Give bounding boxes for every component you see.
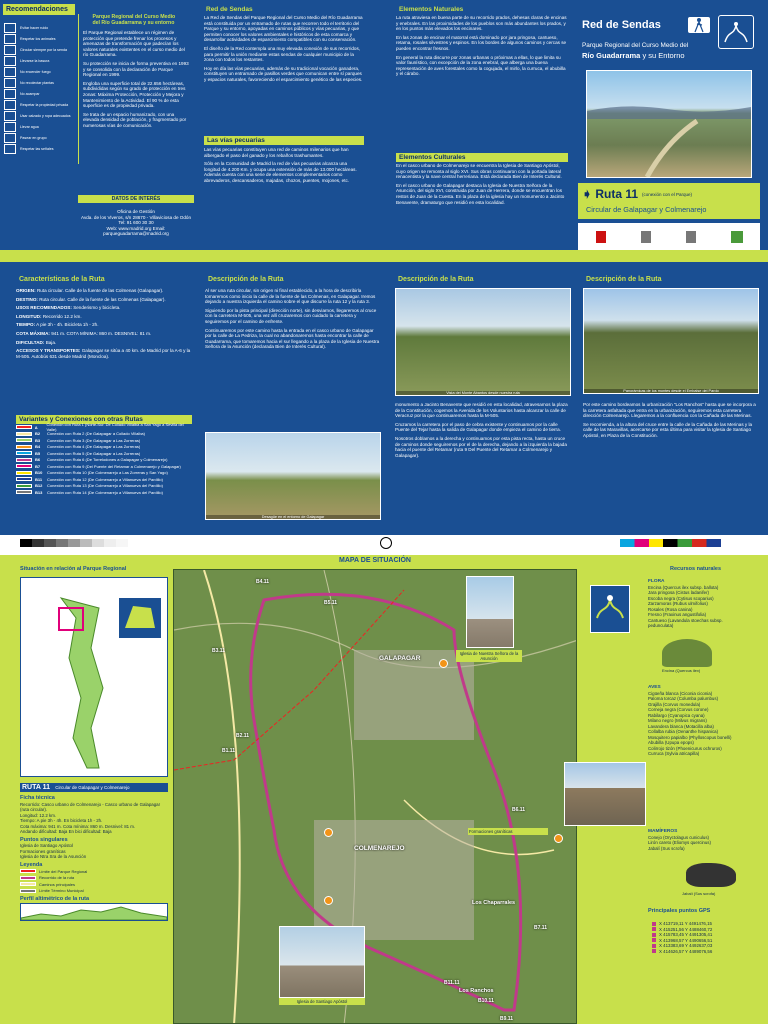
datos-lines: [78, 209, 194, 237]
recommendation-item: [4, 22, 74, 33]
variant-chip: [16, 464, 32, 468]
flora-block: [648, 579, 748, 629]
gps-value: X 414626,57 Y 4489076,56: [659, 948, 713, 954]
datos-line: Avda. de los Viveros, s/n 28670 - Villaviciosa de Odón: [80, 214, 192, 220]
ficha-item: Recorrido: Casco urbano de Colmenarejo - Casco urbano de Galapagar (ruta circular).: [20, 801, 161, 812]
recommendation-item: [4, 77, 74, 88]
map-waypoint: B2.11: [236, 733, 250, 739]
mammal-item: Conejo (Oryctolagus cuniculus): [648, 834, 710, 840]
gps-bullet-icon: [652, 944, 656, 948]
map-label-galapagar: GALAPAGAR: [379, 655, 421, 662]
granite-caption: Formaciones graníticas: [468, 828, 548, 835]
characteristic-value: Recorrido 12.2 km.: [42, 313, 82, 319]
legend-text: Caminos principales: [39, 881, 76, 887]
recommendation-text: Respetar las señales: [20, 146, 54, 151]
variant-row: [16, 424, 192, 431]
recommendation-text: Respetar la propiedad privada: [20, 102, 69, 107]
boar-illustration: [686, 863, 736, 887]
variant-code: B7: [35, 463, 41, 469]
recommendation-icon: [4, 56, 16, 66]
recommendation-item: [4, 99, 74, 110]
gps-row: [652, 949, 748, 955]
bird-item: Collalba rubia (Oenanthe hispanica): [648, 729, 719, 734]
photo-asuncion-caption: Iglesia de Nuestra Señora de la Asunción: [456, 650, 522, 662]
recommendation-text: Circular siempre por la senda: [20, 47, 67, 52]
map-waypoint: B11.11: [444, 980, 460, 986]
sponsor-logos: [578, 223, 760, 250]
cult-paragraphs: [396, 163, 568, 248]
recommendation-text: Pasear en grupo: [20, 135, 47, 140]
variant-row: [16, 457, 192, 464]
variant-text: Conexión con Ruta 2 (De Galapagar a Collado Villalba): [47, 431, 145, 437]
gps-bullet-icon: [652, 927, 656, 931]
red-paragraphs: [204, 15, 364, 125]
characteristic-key: ORIGEN:: [16, 288, 36, 293]
variant-code: B4: [35, 444, 41, 450]
paragraph: El Parque Regional establece un régimen de protección que pretende frenar los procesos y amenazas de transformación que padecían los valores naturales existentes en el curso medio del río Guadarrama.: [83, 30, 185, 58]
panel-row-1: [0, 0, 768, 250]
ruta-tag-sub: Circular de Galapagar y Colmenarejo: [55, 784, 130, 790]
cover-park-line2: [582, 51, 685, 60]
characteristic-row: [16, 297, 192, 303]
characteristic-row: [16, 305, 192, 311]
variant-chip: [16, 425, 32, 429]
legend-text: Recorrido de la ruta: [39, 875, 75, 880]
flora-item: Cantueso (Lavandula stoechas subsp. pedunculata): [648, 617, 723, 628]
paragraph: Se trata de un espacio humanizado, con una elevada densidad de población, y fragmentado por numerosas vías de comunicación.: [83, 111, 187, 128]
variant-text: Conexión con Ruta 4 (De Galapagar a Las Zorreras): [47, 444, 141, 450]
park-logo-icon: [718, 15, 754, 49]
variant-chip: [16, 477, 32, 481]
paragraph: La Red de Sendas del Parque Regional del Curso Medio del Río Guadarrama está constituida por un entramado de rutas que recorren todo el territorio del Parque y su entorno, apoyadas en caminos públicos y vías pecuarias, y que permiten conocer los valores ambientales e históricos de esta comarca y desarrollar actividades de esparcimiento compatibles con su conservación.: [204, 15, 363, 43]
bird-item: Grajilla (Corvus monedula): [648, 701, 701, 707]
variant-text: Conexión con Ruta 10 (De Colmenarejo a Las Zorreras y San Yago): [47, 470, 168, 476]
park-paragraphs: [83, 30, 191, 132]
recommendation-icon: [4, 78, 16, 88]
variant-chip: [16, 490, 32, 494]
cult-title: Elementos Culturales: [396, 153, 568, 162]
gps-value: X 415783,45 Y 4491305,41: [659, 932, 713, 937]
gps-value: X 413383,69 Y 4492637,03: [659, 943, 713, 948]
photo-abantos: [395, 288, 571, 396]
variant-chip: [16, 438, 32, 442]
paragraph: Se recomienda, a la altura del cruce entre la calle de la Cañada de las Merinas y la calle de las Maravillas, acercarse por esta última para visitar la Iglesia de Santiago Apóstol, en Plaza de la Constitución.: [583, 421, 753, 438]
paragraph: Las vías pecuarias constituyen una red de caminos milenarios que han albergado el paso del ganado y los rebaños trashumantes.: [204, 147, 349, 158]
community-logo-icon: [596, 231, 606, 243]
variant-row: [16, 470, 192, 477]
variant-code: B5: [35, 450, 41, 456]
registration-mark-icon: [380, 537, 392, 549]
recommendation-text: No acampar: [20, 91, 40, 96]
characteristic-key: COTA MÁXIMA:: [16, 330, 50, 336]
recommendation-icon: [4, 45, 16, 55]
map-label-chaparrales: Los Chaparrales: [472, 900, 516, 906]
characteristic-value: 941 m. COTA MÍNIMA: 860 m. DESNIVEL: 81 m.: [51, 330, 152, 336]
variant-text: Conexión con Ruta 12 (De Colmenarejo a Villanueva del Pardillo): [47, 476, 163, 482]
characteristic-row: [16, 331, 192, 337]
desc-title-2: Descripción de la Ruta: [398, 276, 474, 283]
variant-code: B13: [35, 489, 43, 495]
bird-item: Rabilargo (Cyanopica cyana): [648, 712, 705, 718]
characteristic-key: DESTINO:: [16, 296, 38, 302]
vias-paragraphs: [204, 147, 364, 247]
variant-code: B2: [35, 431, 41, 437]
photo-santiago-caption: Iglesia de Santiago Apóstol: [279, 998, 365, 1005]
gps-bullet-icon: [652, 933, 656, 937]
aves-title: AVES: [648, 685, 661, 690]
ficha-title: Ficha técnica: [20, 795, 55, 801]
paragraph: Nosotros doblamos a la derecha y continuamos por esta pista recta, hasta un cruce de caminos donde seguiremos por el de la derecha, dejando a la izquierda la bajada hacia el puente del Retamar (ruta 9 Del Puente del Retamar a Colmenarejo y Galapagar).: [395, 435, 567, 458]
elem-title: Elementos Naturales: [399, 6, 464, 13]
characteristic-value: Galapagar se sitúa a 40 km. de Madrid por la A-6 y la M-505. Autobús 631 desde Madrid (Moncloa).: [16, 348, 191, 359]
recommendation-text: Respetar los animales: [20, 36, 56, 41]
paragraph: Al ser una ruta circular, sin origen ni final establecido, a la hora de describirla tomaremos como inicio la calle de la fuente de las Colmenas, en Galapagar. Iremos dejando a nuestra izquierda el camino sobre el que discurre la ruta 12 y la ruta 3.: [205, 288, 376, 305]
map-label-ranchos: Los Ranchos: [459, 988, 494, 994]
recommendation-icon: [4, 133, 16, 143]
paragraph: La ruta atraviesa en buena parte de su recorrido prados, dehesas claras de encinas y enebrales. En las proximidades de los pueblos son más abundantes los prados, y en los puntos más elevados los encinares.: [396, 15, 567, 32]
boar-caption: Jabalí (Sus scrofa): [682, 891, 716, 896]
variants-title: Variantes y Conexiones con otras Rutas: [16, 415, 192, 424]
characteristic-row: [16, 288, 192, 294]
gps-value: X 415251,56 Y 4488460,72: [659, 926, 713, 932]
gps-bullet-icon: [652, 938, 656, 942]
characteristic-value: A pie 3h - 4h. Bicicleta 1h - 2h.: [36, 322, 99, 328]
panel-row-2: [0, 262, 768, 535]
paragraph: monumento a Jacinto Benavente que residió en esta localidad, atravesamos la plaza de la Constitución, cogemos la Avenida de los Voluntarios hasta alcanzar la calle de Veracruz por la que continuaremos hasta la M-505.: [395, 402, 568, 419]
cover-panel: [578, 13, 760, 250]
flora-title: FLORA: [648, 579, 665, 584]
elevation-profile: [20, 903, 168, 921]
paragraph: Cruzamos la carretera por el paso de cebra existente y continuamos por la calle Puente del Tejar hasta la salida de Galapagar donde empieza el camino de tierra.: [395, 421, 561, 433]
mamif-title: MAMÍFEROS: [648, 829, 678, 834]
municipal-logo-icon: [641, 231, 651, 243]
fold-band: [0, 250, 768, 262]
recommendation-item: [4, 132, 74, 143]
variant-row: [16, 489, 192, 496]
characteristic-key: TIEMPO:: [16, 322, 36, 328]
ruta-label: Ruta 11: [595, 187, 639, 201]
characteristic-value: Senderismo y bicicleta.: [73, 305, 121, 311]
variant-text: Conexión con Ruta 3 (De Galapagar a Las Zorreras): [47, 437, 141, 443]
paragraph: En el casco urbano de Colmenarejo se encuentra la Iglesia de Santiago Apóstol, cuyo origen se remonta al siglo XVI. Sus obras continuaron con la portada lateral renacentista y la nave central herreriana. Está declarada Bien de Interés Cultural.: [396, 163, 562, 180]
encina-caption: Encina (Quercus ilex): [662, 668, 701, 673]
variant-chip: [16, 451, 32, 455]
map-waypoint: B9.11: [500, 1016, 514, 1022]
recursos-title: Recursos naturales: [670, 566, 722, 572]
location-map: [20, 577, 168, 777]
description-part-1: [205, 288, 381, 430]
characteristic-row: [16, 314, 192, 320]
paragraph: Sólo en la Comunidad de Madrid la red de vías pecuarias alcanza una longitud de 4.200 Km. y ocupa una extensión de más de 13.000 hectáreas. Además cuenta con una serie de elementos complementarios como abrevaderos, descansaderos, majadas, chozos, puentes, mojones, etc.: [204, 161, 357, 183]
church-marker-icon[interactable]: [439, 659, 448, 668]
cover-photo: [586, 70, 752, 178]
characteristics: [16, 288, 192, 400]
ruta-number: ➧ Ruta 11: [582, 187, 639, 201]
recommendation-item: [4, 55, 74, 66]
characteristic-key: DIFICULTAD:: [16, 339, 45, 345]
gps-title: Principales puntos GPS: [648, 908, 711, 914]
characteristic-key: ACCESOS Y TRANSPORTES:: [16, 348, 81, 354]
bird-item: Cigüeña blanca (Ciconia ciconia): [648, 690, 713, 696]
park-badge-icon: [590, 585, 630, 633]
left-column: [20, 567, 168, 921]
paragraph: Por este camino bordeamos la urbanización "Los Ranchos" hasta que se incorpora a la carretera asfaltada que entra en la urbanización, seguiremos esta carretera dirección Colmenarejo. Llegaremos a la confluencia con la Cañada de las Merinas.: [583, 402, 756, 419]
mamif-block: [648, 829, 748, 851]
park-info: [78, 14, 192, 164]
datos-title: DATOS DE INTERÉS: [78, 195, 194, 203]
flora-item: Zarzamoras (Rubus ulmifolius): [648, 601, 708, 606]
mammal-item: Jabalí (Sus scrofa): [648, 845, 685, 851]
gps-list: [652, 921, 748, 954]
leyenda-list: [20, 868, 168, 894]
recommendation-text: Llevarse la basura: [20, 58, 50, 63]
recommendations-list: [4, 22, 74, 154]
church-marker-icon[interactable]: [324, 896, 333, 905]
aves-block: [648, 685, 748, 757]
paragraph: En general la ruta discurre por zonas urbanas o próximas a ellas, lo que limita su valor faunístico, con excepción de la zona enebral, que alberga una buena representación de aves forestales como la cogujada, el mirlo, la curruca, el abubilla y el cárabo.: [396, 54, 566, 77]
flora-item: Encina (Quercus ilex subsp. ballota): [648, 584, 719, 590]
map-waypoint: B4.11: [256, 579, 270, 585]
map-waypoint: B10.11: [478, 998, 494, 1004]
map-waypoint: B5.11: [324, 600, 338, 606]
variant-code: B10: [35, 470, 43, 476]
photo-pardo: [583, 288, 759, 394]
mamif-list: [648, 835, 748, 852]
ficha-item: Andando dificultad: Baja En bici dificultad: Baja: [20, 829, 112, 834]
characteristic-row: [16, 348, 192, 359]
description-part-2: [395, 402, 571, 532]
variant-text: Conexión con Ruta 1 (Norte-Sur. De Collado Villalba a San Yago a Sevilla del Valle): [46, 422, 184, 433]
map-label-colmenarejo: COLMENAREJO: [354, 845, 405, 852]
bird-item: Paloma torcaz (Columba palumbus): [648, 696, 719, 701]
ruta-tag-label: RUTA 11: [22, 783, 51, 791]
characteristic-row: [16, 322, 192, 328]
variant-code: A: [34, 424, 38, 430]
description-part-3: [583, 402, 759, 532]
recommendation-icon: [4, 100, 16, 110]
variant-text: Conexión con Ruta 13 (De Colmenarejo a Villanueva del Pardillo): [47, 483, 163, 489]
flora-item: Escoba negra (Cytisus scoparius): [648, 595, 714, 601]
cover-park-line: Parque Regional del Curso Medio del: [582, 42, 689, 49]
flora-item: Jara pringosa (Cistus ladanifer): [648, 590, 710, 595]
paragraph: Siguiendo por la pista principal (dirección norte), sin desviarnos, llegaremos al cruce con la carretera M-505, una vez allí cruzaremos con cuidado la carretera y seguiremos por el camino de enfrente.: [205, 307, 377, 324]
map-waypoint: B6.11: [512, 807, 526, 813]
route-map: [173, 569, 577, 1024]
legend-swatch: [20, 889, 36, 893]
variant-row: [16, 463, 192, 470]
datos-line: Oficina de Gestión: [117, 209, 155, 214]
recommendation-icon: [4, 23, 16, 33]
gps-bullet-icon: [652, 922, 656, 926]
ficha-item: Tiempo: A pie 3h - 4h. En bicicleta 1h - 2h.: [20, 818, 103, 823]
recommendation-text: Llevar agua: [20, 124, 39, 129]
paragraph: Hoy en día las vías pecuarias, además de su tradicional vocación ganadera, constituyen un entramado de pasillos verdes que comunican entre sí parques y espacios naturales, favoreciendo el esparcimiento genético de las especies.: [204, 65, 363, 82]
rec-header: Recomendaciones: [3, 4, 75, 15]
paragraph: Engloba una superficie total de 22.656 hectáreas, subdivididas según su grado de protección en tres zonas: Máxima Protección, Protección y Mejora y Mantenimiento de la Actividad. El 90 % de esta superficie es de propiedad privada.: [83, 80, 186, 109]
recommendation-icon: [4, 144, 16, 154]
datos-line: Web: www.madrid.org Email: parqueguadarrama@madrid.org: [103, 225, 169, 237]
legend-swatch: [20, 882, 36, 886]
desc-title-3: Descripción de la Ruta: [586, 276, 662, 283]
bird-item: Mosquitero papialbo (Phylloscopus bonelli): [648, 734, 732, 740]
legend-text: Límite del Parque Regional: [39, 868, 88, 874]
characteristic-value: Baja.: [45, 339, 57, 345]
flora-item: Fresno (Fraxinus angustifolia): [648, 612, 707, 617]
recommendation-icon: [4, 111, 16, 121]
variant-text: Conexión con Ruta 14 (De Colmenarejo a Villanueva del Pardillo): [47, 489, 163, 495]
variant-chip: [16, 445, 32, 449]
photo-asuncion: [466, 576, 514, 648]
map-sheet: [0, 555, 768, 1024]
variant-code: B11: [35, 476, 43, 482]
green-logo-icon: [731, 231, 743, 243]
recommendation-text: Usar calzado y ropa adecuados: [20, 113, 71, 118]
gps-value: X 413968,57 Y 4490656,51: [659, 937, 713, 943]
bird-item: Colirrojo tizón (Phoenicurus ochruros): [648, 745, 722, 751]
variant-code: B12: [35, 483, 43, 489]
elem-paragraphs: [396, 15, 568, 133]
variant-text: Conexión con Ruta 5 (De Galapagar a Las Zorreras): [47, 450, 141, 456]
legend-row: [20, 888, 168, 895]
recommendation-icon: [4, 89, 16, 99]
datos-interes: [78, 195, 194, 237]
ficha-list: [20, 802, 168, 835]
puntos-list: [20, 843, 168, 860]
print-marks: [0, 535, 768, 555]
recommendation-item: [4, 88, 74, 99]
photo-granito: [564, 762, 646, 826]
bird-item: Curruca (Sylvia atricapilla): [648, 751, 700, 756]
punto-item: Iglesia de Santiago Apóstol: [20, 843, 73, 848]
variants-list: [16, 424, 192, 496]
desc-title-1: Descripción de la Ruta: [208, 276, 284, 283]
photo-galapagar: [205, 432, 381, 520]
gps-bullet-icon: [652, 949, 656, 953]
paragraph: En el casco urbano de Galapagar destaca la Iglesia de Nuestra Señora de la Asunción, del siglo XVI, construida por Juan de Herrera, donde se encuentran los restos de Juan de la Cuesta. En la plaza de la iglesia hay un monumento a Jacinto Benavente, dramaturgo que residió en esta localidad.: [396, 182, 565, 205]
paragraph: Continuaremos por este camino hasta la entrada en el casco urbano de Galapagar por la calle de La Pedriza, la cual no abandonaremos hasta encontrar la calle de Guadarrama, que tomaremos hacia el sur llegando a la plaza de la Iglesia de Nuestra Señora de la Asunción (declarada Bien de Interés Cultural).: [205, 327, 380, 350]
mammal-item: Lirón careto (Eliomys quercinus): [648, 840, 711, 845]
grayscale-bar: [20, 539, 140, 547]
variant-chip: [16, 432, 32, 436]
leyenda-title: Leyenda: [20, 861, 43, 868]
perfil-title: Perfil altimétrico de la ruta: [20, 896, 90, 902]
recommendation-text: Evitar hacer ruido: [20, 25, 49, 30]
recommendation-item: [4, 121, 74, 132]
paragraph: En las zonas de encinar el matorral está dominado por jara pringosa, cantueso, retama, rosales silvestres y espinos. En los bordes de algunos caminos y cercas se pueden encontrar fresnos.: [396, 34, 567, 51]
variant-chip: [16, 458, 32, 462]
sit-title: Situación en relación al Parque Regional: [20, 566, 127, 572]
photo-caption: Vista del Monte Abantos desde nuestra ruta: [396, 391, 570, 395]
map-waypoint: B3.11: [212, 648, 226, 654]
recommendation-icon: [4, 122, 16, 132]
recommendation-item: [4, 33, 74, 44]
variant-chip: [16, 484, 32, 488]
park-box-title: Parque Regional del Curso Medio del Río Guadarrama y su entorno: [92, 14, 176, 26]
recommendation-item: [4, 110, 74, 121]
bird-item: Lavandera blanca (Motacilla alba): [648, 723, 714, 729]
ruta-name: Circular de Galapagar y Colmenarejo: [586, 205, 707, 214]
color-bar: [620, 539, 740, 547]
punto-item: Iglesia de Ntra Sra de la Asunción: [20, 854, 87, 859]
recommendation-icon: [4, 34, 16, 44]
gps-value: X 413719,11 Y 4491476,15: [659, 921, 712, 926]
granite-marker-icon[interactable]: [324, 828, 333, 837]
puntos-title: Puntos singulares: [20, 836, 68, 843]
flora-list: [648, 585, 748, 629]
variant-text: Conexión con Ruta 9 (Del Puente del Retamar a Colmenarejo y Galapagar): [47, 463, 181, 469]
characteristic-key: LONGITUD:: [16, 313, 42, 319]
red-title: Red de Sendas: [206, 6, 253, 13]
ruta-note: (conexión con el Parque): [642, 192, 693, 197]
variant-text: Conexión con Ruta 6 (De Torrelodones a Galapagar y Colmenarejo): [47, 457, 168, 463]
variant-code: B3: [35, 437, 41, 443]
recommendation-item: [4, 66, 74, 77]
photo-caption: Desagüe en el entorno de Galapagar: [206, 515, 380, 519]
map-waypoint: B1.11: [222, 748, 236, 754]
map-waypoint: B7.11: [534, 925, 548, 931]
characteristic-row: [16, 340, 192, 346]
variant-code: B6: [35, 457, 41, 463]
recommendation-item: [4, 44, 74, 55]
bird-item: Corneja negra (Corvus corone): [648, 707, 709, 712]
recommendation-item: [4, 143, 74, 154]
characteristic-value: Ruta circular. Calle de la fuente de las Colmenas (Galapagar).: [36, 288, 164, 293]
ficha-item: Cota máxima: 941 m. Cota mínima: 860 m. Desnivel: 81 m.: [20, 823, 136, 829]
datos-line: Tel: 91 600 30 30: [118, 220, 154, 226]
granite-marker-icon[interactable]: [554, 834, 563, 843]
paragraph: Su protección se inicia de forma preventiva en 1993 y se consolida con la declaración de Parque Regional en 1999.: [83, 60, 189, 78]
photo-santiago: [279, 926, 365, 998]
legend-swatch: [20, 876, 36, 880]
legend-swatch: [20, 869, 36, 873]
bird-item: Abubilla (Upupa epops): [648, 740, 694, 745]
aves-list: [648, 691, 748, 757]
cover-entorno: y su Entorno: [642, 51, 685, 60]
ruta-band: [578, 183, 760, 219]
cover-brand: Red de Sendas: [582, 19, 661, 31]
map-title: MAPA DE SITUACIÓN: [339, 557, 411, 564]
punto-item: Formaciones graníticas: [20, 848, 66, 854]
vias-title: Las vías pecuarias: [204, 136, 364, 145]
legend-text: Límite Término Municipal: [39, 888, 84, 893]
characteristic-value: Ruta circular. Calle de la fuente de las Colmenas (Galapagar).: [39, 296, 166, 302]
recommendation-icon: [4, 67, 16, 77]
characteristic-key: USOS RECOMENDADOS:: [16, 305, 72, 311]
ficha-item: Longitud: 12.2 km.: [20, 812, 57, 818]
flora-item: Rosales (Rosa canina): [648, 606, 693, 612]
paragraph: El diseño de la Red contempla una muy elevada conexión de sus recorridos, para permitir la unión mediante estas sendas de cualquier municipio de la zona con todos los restantes.: [204, 45, 361, 63]
cover-river: Río Guadarrama: [582, 51, 641, 60]
ruta-tag: [20, 783, 168, 793]
municipal-logo-2-icon: [686, 231, 696, 243]
recommendation-text: No encender fuego: [20, 69, 51, 74]
bird-item: Milano negro (Milvus migrans): [648, 718, 707, 723]
variant-chip: [16, 471, 32, 475]
photo-caption: Panorámicas de los montes desde el Embalse del Pardo: [584, 389, 758, 393]
recommendation-text: No recolectar plantas: [20, 80, 54, 85]
car-title: Características de la Ruta: [19, 276, 105, 283]
hiker-icon: [688, 17, 710, 33]
encina-illustration: [662, 639, 712, 667]
